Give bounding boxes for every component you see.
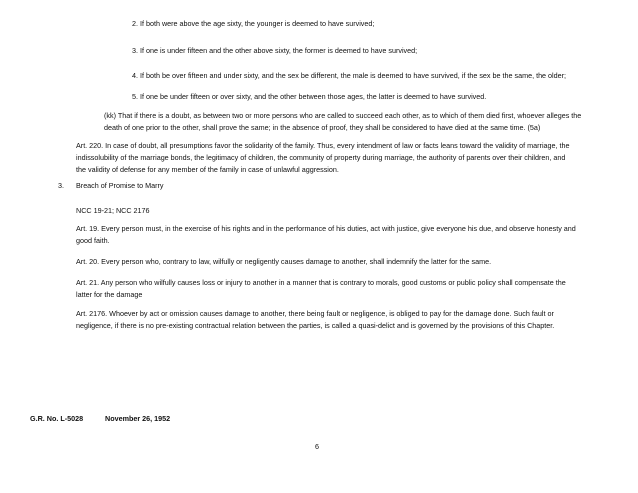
list-item-2: 2. If both were above the age sixty, the younger is deemed to have survived; <box>132 19 375 28</box>
list-item-5: 5. If one be under fifteen or over sixty, and the other between those ages, the latter is deemed to have survived. <box>132 92 487 101</box>
article-20: Art. 20. Every person who, contrary to law, wilfully or negligently causes damage to another, shall indemnify the latter for the same. <box>76 257 492 266</box>
article-2176-line-2: negligence, if there is no pre-existing contractual relation between the parties, is called a quasi-delict and is governed by the provisions of this Chapter. <box>76 321 555 330</box>
article-19-line-2: good faith. <box>76 236 110 245</box>
article-220-line-1: Art. 220. In case of doubt, all presumptions favor the solidarity of the family. Thus, every intendment of law or facts leans toward the validity of marriage, the <box>76 141 570 150</box>
provision-kk <box>104 110 581 134</box>
page-number: 6 <box>315 442 319 451</box>
list-item-4: 4. If both be over fifteen and under sixty, and the sex be different, the male is deemed to have survived, if the sex be the same, the older; <box>132 71 567 80</box>
article-220 <box>76 140 570 176</box>
list-item-3: 3. If one is under fifteen and the other above sixty, the former is deemed to have survived; <box>132 46 418 55</box>
article-21 <box>76 277 566 301</box>
provision-kk-line-2: death of one prior to the other, shall prove the same; in the absence of proof, they shall be considered to have died at the same time. (5a) <box>104 123 541 132</box>
article-2176 <box>76 308 554 332</box>
article-2176-line-1: Art. 2176. Whoever by act or omission causes damage to another, there being fault or negligence, is obliged to pay for the damage done. Such fault or <box>76 309 554 318</box>
section-number: 3. <box>58 181 64 190</box>
section-title: Breach of Promise to Marry <box>76 181 164 190</box>
article-21-line-2: latter for the damage <box>76 290 143 299</box>
article-19 <box>76 223 576 247</box>
ncc-reference: NCC 19-21; NCC 2176 <box>76 206 150 215</box>
article-19-line-1: Art. 19. Every person must, in the exercise of his rights and in the performance of his duties, act with justice, give everyone his due, and observe honesty and <box>76 224 576 233</box>
article-220-line-3: the validity of defense for any member of the family in case of unlawful aggression. <box>76 165 339 174</box>
provision-kk-line-1: (kk) That if there is a doubt, as between two or more persons who are called to succeed each other, as to which of them died first, whoever alleges the <box>104 111 582 120</box>
article-21-line-1: Art. 21. Any person who wilfully causes loss or injury to another in a manner that is contrary to morals, good customs or public policy shall compensate the <box>76 278 566 287</box>
case-gr-number: G.R. No. L-5028 <box>30 414 84 423</box>
article-220-line-2: indissolubility of the marriage bonds, the legitimacy of children, the community of property during marriage, the authority of parents over their children, and <box>76 153 566 162</box>
case-date: November 26, 1952 <box>105 414 171 423</box>
